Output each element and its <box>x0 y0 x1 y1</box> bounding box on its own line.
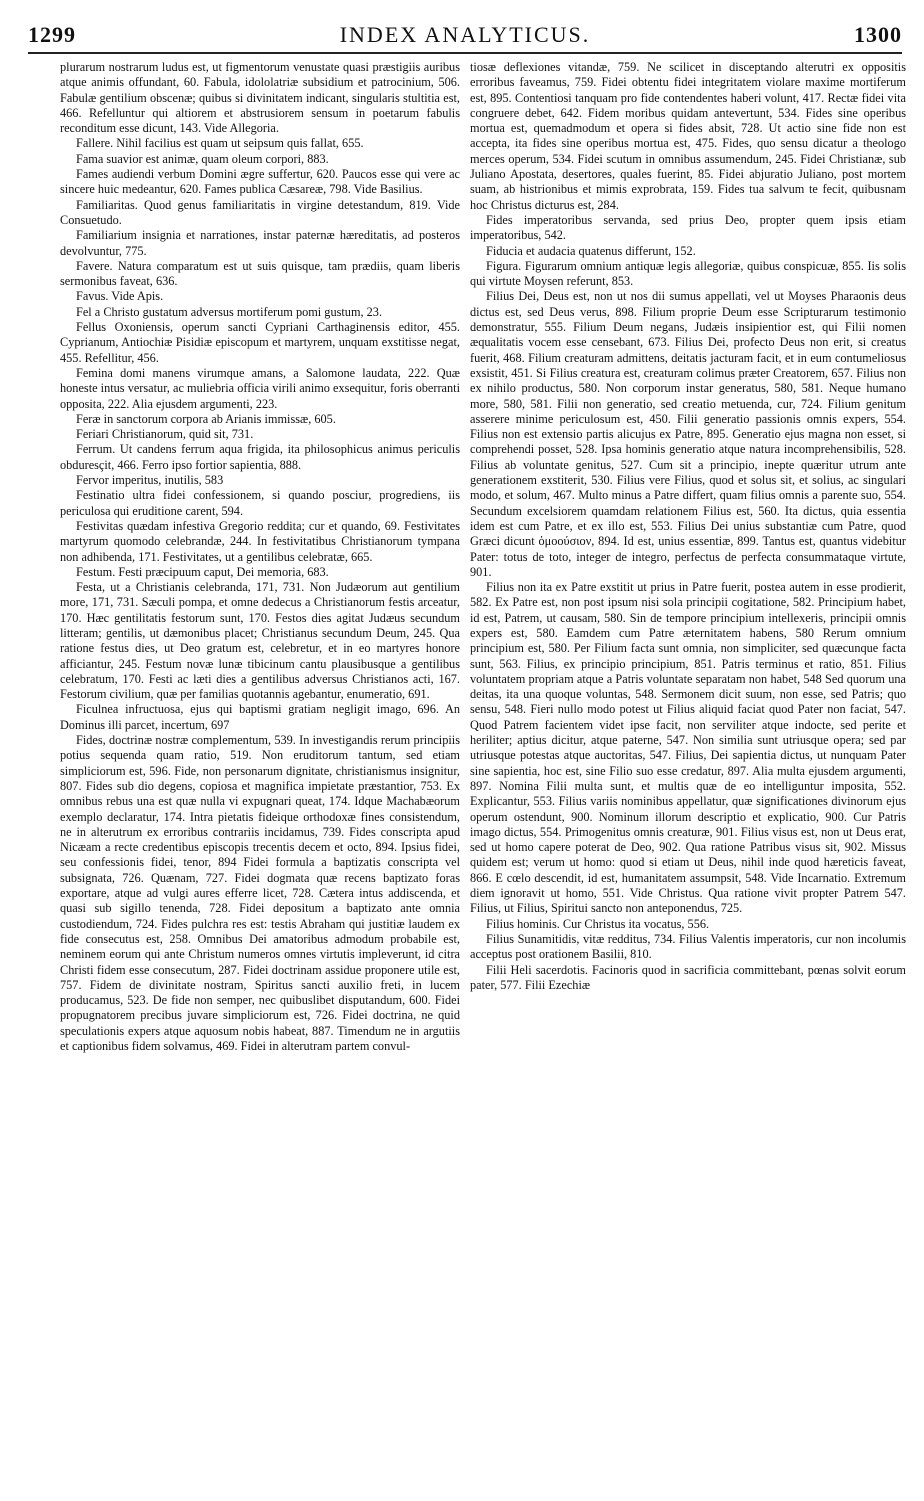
index-entry: Festum. Festi præcipuum caput, Dei memoria, 683. <box>76 564 329 579</box>
index-entry: Familiarium insignia et narrationes, instar paternæ hæreditatis, ad posteros devolvuntur, 775. <box>60 228 460 258</box>
index-entry: Festivitas quædam infestiva Gregorio reddita; cur et quando, 69. Festivitates martyrum quomodo celebrandæ, 244. In festivitatibus Christianorum tympana non adhibenda, 171. Festivitates, ut a gentilibus celebratæ, 665. <box>60 518 460 564</box>
index-entry: Ferrum. Ut candens ferrum aqua frigida, ita philosophicus animus periculis obduresçit, 466. Ferro ipso fortior sapientia, 888. <box>60 442 460 472</box>
header-rule <box>28 52 902 54</box>
index-entry: Filii Heli sacerdotis. Facinoris quod in sacrificia committebant, pœnas solvit eorum pater, 577. Filii Ezechiæ <box>470 962 906 992</box>
index-entry: Favere. Natura comparatum est ut suis quisque, tam prædiis, quam liberis sermonibus faveat, 636. <box>60 258 460 289</box>
index-entry: Fiducia et audacia quatenus differunt, 152. <box>486 243 696 258</box>
page-number-left: 1299 <box>28 22 76 47</box>
index-entry: Filius Sunamitidis, vitæ redditus, 734. Filius Valentis imperatoris, cur non incolumis acceptus post orationem Basilii, 810. <box>470 931 906 962</box>
index-entry: Fama suavior est animæ, quam oleum corpori, 883. <box>76 151 329 166</box>
index-entry: tiosæ deflexiones vitandæ, 759. Ne scilicet in disceptando alterutri ex oppositis erroribus faveamus, 759. Fidei obtentu fidei integritatem violare maxime mortiferum est, 895. Contentiosi tanquam pro fide contendentes haberi volunt, 417. Rectæ fidei vita congruere debet, 642. Fidem moribus quidam antevertunt, 534. Fides sine operibus mortua est, quemadmodum et opera si fides absit, 728. Ut actio sine fide non est accepta, ita fides sine operibus mortua est, 475. Fides, quo sensu dicatur a theologo merces operum, 534. Fidei scutum in omnibus assumendum, 245. Fidei Christianæ, sub Juliano Apostata, desertores, quales fuerint, 85. Fidei abjuratio Juliano, post mortem suam, ab histrionibus et mimis exprobrata, 159. Fides tua salvum te fecit, quibusnam hoc Christus dicturus est, 284. <box>470 60 906 212</box>
index-entry: Filius hominis. Cur Christus ita vocatus, 556. <box>486 916 710 931</box>
index-entry: Ficulnea infructuosa, ejus qui baptismi gratiam negligit imago, 696. An Dominus illi parcet, incertum, 697 <box>60 702 460 732</box>
index-entry: Feriari Christianorum, quid sit, 731. <box>76 427 254 442</box>
index-entry: Familiaritas. Quod genus familiaritatis in virgine detestandum, 819. Vide Consuetudo. <box>60 197 460 227</box>
index-entry: Femina domi manens virumque amans, a Salomone laudata, 222. Quæ honeste intus versatur, ac muliebria officia virili animo exsequitur, foris oberranti opposita, 222. Alia ejusdem argumenti, 223. <box>60 365 460 411</box>
left-column <box>60 60 460 1494</box>
index-entry: Festa, ut a Christianis celebranda, 171, 731. Non Judæorum aut gentilium more, 171, 731. Sæculi pompa, et omne dedecus a Christianorum festis arceatur, 170. Hæc gentilitatis festorum sunt, 170. Festos dies agitat Judæus secundum litteram; gentilis, ut dæmonibus placet; Christianus secundum Deum, 245. Qua ratione festus dies, ut Deo gratum est, celebretur, et in eo martyres honore afficiantur, 245. Festum novæ lunæ tibicinum cantu plausibusque a gentilibus celebratum, 170. Festi ac læti dies a gentilibus adversus Christianos acti, 167. Festorum civilium, quæ per familias quotannis agebantur, enumeratio, 691. <box>60 580 460 702</box>
running-header <box>28 22 902 48</box>
index-entry: Fervor imperitus, inutilis, 583 <box>76 473 224 488</box>
index-entry: Filius non ita ex Patre exstitit ut prius in Patre fuerit, postea autem in esse prodierit, 582. Ex Patre est, non post ipsum nisi sola principii cogitatione, 582. Principium habet, id est, Patrem, ut causam, 580. Sin de tempore principium intellexeris, principii omnis expers est, 580. Eamdem cum Patre æternitatem habens, 580 Rerum omnium principium est, 580. Per Filium facta sunt omnia, non simpliciter, sed quæcunque facta sunt, 563. Filius, ex principio principium, 851. Patris terminus et ratio, 851. Filius voluntatem propriam atque a Patris voluntate separatam non habet, 548 Sed quorum una deitas, ita una quoque voluntas, 548. Sermonem dicit suum, non esse, sed Patris; quo sensu, 548. Fieri nullo modo potest ut Filius aliquid faciat quod Pater non faciat, 547. Quod Patrem facientem videt ipse facit, non serviliter atque indocte, sed perite et heriliter; aptius dicitur, atque paterne, 547. Non similia sunt utriusque opera; sed par utriusque potestas atque auctoritas, 547. Filius, Dei sapientia dictus, ut nunquam Pater sine sapientia, hoc est, sine Filio suo esse credatur, 897. Alia multa ejusdem argumenti, 897. Nomina Filii multa sunt, et multis quæ de eo intelliguntur imposita, 552. Explicantur, 553. Filius variis nominibus appellatur, quæ significationes divinorum ejus operum ostendunt, 900. Nominum illorum descriptio et explicatio, 900. Cur Patris imago dictus, 554. Primogenitus omnis creaturæ, 901. Filius visus est, non ut Deus erat, sed ut homo capere poterat de Deo, 902. Qua ratione Patribus visus sit, 902. Missus quidem est; verum ut homo: quod si etiam ut Deus, nihil inde quod hæreticis faveat, 866. E cœlo descendit, id est, humanitatem assumpsit, 548. Vide Incarnatio. Extremum diem ignoravit ut homo, 551. Vide Christus. Qua ratione vivit propter Patrem 547. Filius, ut Filius, Spiritui sancto non anteponendus, 725. <box>470 580 906 916</box>
index-entry: Figura. Figurarum omnium antiquæ legis allegoriæ, quibus conspicuæ, 855. Iis solis qui virtute Moysen referunt, 853. <box>470 258 906 289</box>
index-entry: Fallere. Nihil facilius est quam ut seipsum quis fallat, 655. <box>76 136 364 151</box>
index-entry: Festinatio ultra fidei confessionem, si quando posciur, progrediens, iis periculosa qui eruditione carent, 594. <box>60 488 460 518</box>
page-title: INDEX ANALYTICUS. <box>339 22 591 47</box>
index-entry: Fides imperatoribus servanda, sed prius Deo, propter quem ipsis etiam imperatoribus, 542. <box>470 212 906 243</box>
index-entry: Fides, doctrinæ nostræ complementum, 539. In investigandis rerum principiis potius sequenda quam ratio, 519. Non eruditorum tantum, sed etiam simpliciorum est, 596. Fide, non personarum dignitate, christianismus insignitur, 807. Fides sub dio degens, copiosa et magnifica impietate præstantior, 753. Ex omnibus rebus una est quæ nulla vi expugnari queat, 174. Idque Machabæorum exemplo declaratur, 174. Intra pietatis fideique orthodoxæ fines consistendum, ne in alterutrum ex erroribus contrariis incidamus, 739. Fides conscripta apud Nicæam a recte credentibus episcopis trecentis decem et octo, 894. Ipsius fidei, seu confessionis fidei, tenor, 894 Fidei formula a baptizatis conscripta vel subsignata, 726. Quænam, 727. Fidei dogmata quæ recens baptizato foras exportare, atque ad vulgi aures efferre licet, 728. Cætera intus addiscenda, et quasi sub sigillo tenenda, 728. Fidei depositum a baptizato ante omnia custodiendum, 724. Fides pulchra res est: testis Abraham qui justitiæ laudem ex fide consecutus est, 258. Omnibus Dei amatoribus admodum probabile est, neminem eorum qui ante Christum numeros omnes virtutis impleverunt, id citra Christi fidem esse consecutum, 287. Fidei doctrinam assidue proponere utile est, 757. Fidem de divinitate nostram, Spiritus sancti auxilio freti, in lucem producamus, 523. De fide non semper, nec quibuslibet disputandum, 600. Fidei propugnatorem precibus juvare simpliciorum est, 726. Fidei doctrina, ne quid speculationis expers atque aquosum nobis habeat, 887. Timendum ne in argutiis et captionibus fidem solvamus, 469. Fidei in alterutram partem convul- <box>60 733 460 1053</box>
page-number-right: 1300 <box>854 22 902 47</box>
right-column <box>470 60 906 1494</box>
index-entry: plurarum nostrarum ludus est, ut figmentorum venustate quasi præstigiis auribus atque animis offundant, 60. Fabula, idololatriæ subsidium et patrocinium, 506. Fabulæ gentilium obscenæ; quibus si divinitatem indicant, singularis stultitia est, 466. Refelluntur qui altiorem et abstrusiorem sensum in poetarum fabulis reconditum esse dicunt, 143. Vide Allegoria. <box>60 60 460 136</box>
index-entry: Favus. Vide Apis. <box>76 289 164 304</box>
index-entry: Feræ in sanctorum corpora ab Arianis immissæ, 605. <box>76 411 336 426</box>
index-entry: Fellus Oxoniensis, operum sancti Cypriani Carthaginensis editor, 455. Cyprianum, Antiochiæ Pisidiæ episcopum et martyrem, unquam exstitisse negat, 455. Refellitur, 456. <box>60 320 460 365</box>
index-entry: Fames audiendi verbum Domini ægre suffertur, 620. Paucos esse qui vere ac sincere huic medeantur, 620. Fames publica Cæsareæ, 798. Vide Basilius. <box>60 167 460 197</box>
index-entry: Filius Dei, Deus est, non ut nos dii sumus appellati, vel ut Moyses Pharaonis deus dictus est, sed Deus verus, 898. Filium proprie Deum esse Scripturarum testimonio demonstratur, 555. Filium Deum negans, Judæis insipientior est, qui Filii nomen æqualitatis vocem esse censebant, 673. Filius Dei, profecto Deus non erit, si creatus fuerit, 468. Filium creaturam admittens, deitatis jacturam facit, et in eum contumeliosus exsistit, 451. Si Filius creatura est, creaturam colimus præter Creatorem, 657. Filius non ex nihilo productus, 580. Non corporum instar generatus, 580, 581. Neque humano more, 580, 581. Filii non generatio, sed creatio metuenda, cur, 724. Filium genitum asserere minime periculosum est, 450. Filii generatio passionis omnis expers, 554. Filius non est extensio partis alicujus ex Patre, 895. Generatio ejus magna non esset, si comprehendi posset, 528. Ipsa hominis generatio atque natura incomprehensibilis, 528. Filius ab voluntate genitus, 527. Cum sit a principio, inepte quæritur utrum ante generationem exstiterit, 530. Filius vere Filius, quod et solus sit, et solius, ac singulari modo, et solum, 467. Multo minus a Patre differt, quam filius omnis a parente suo, 554. Secundum excelsiorem quamdam relationem Filius est, 560. Ita dictus, quia essentia idem est cum Patre, et ex illo est, 553. Filius Dei unius substantiæ cum Patre, quod Græci dicunt ὁμοούσιον, 894. Id est, unius essentiæ, 899. Tantus est, quantus videbitur Pater: totus de toto, integer de integro, perfectus de perfecta consummataque virtute, 901. <box>470 289 906 579</box>
index-entry: Fel a Christo gustatum adversus mortiferum pomi gustum, 23. <box>76 304 383 319</box>
